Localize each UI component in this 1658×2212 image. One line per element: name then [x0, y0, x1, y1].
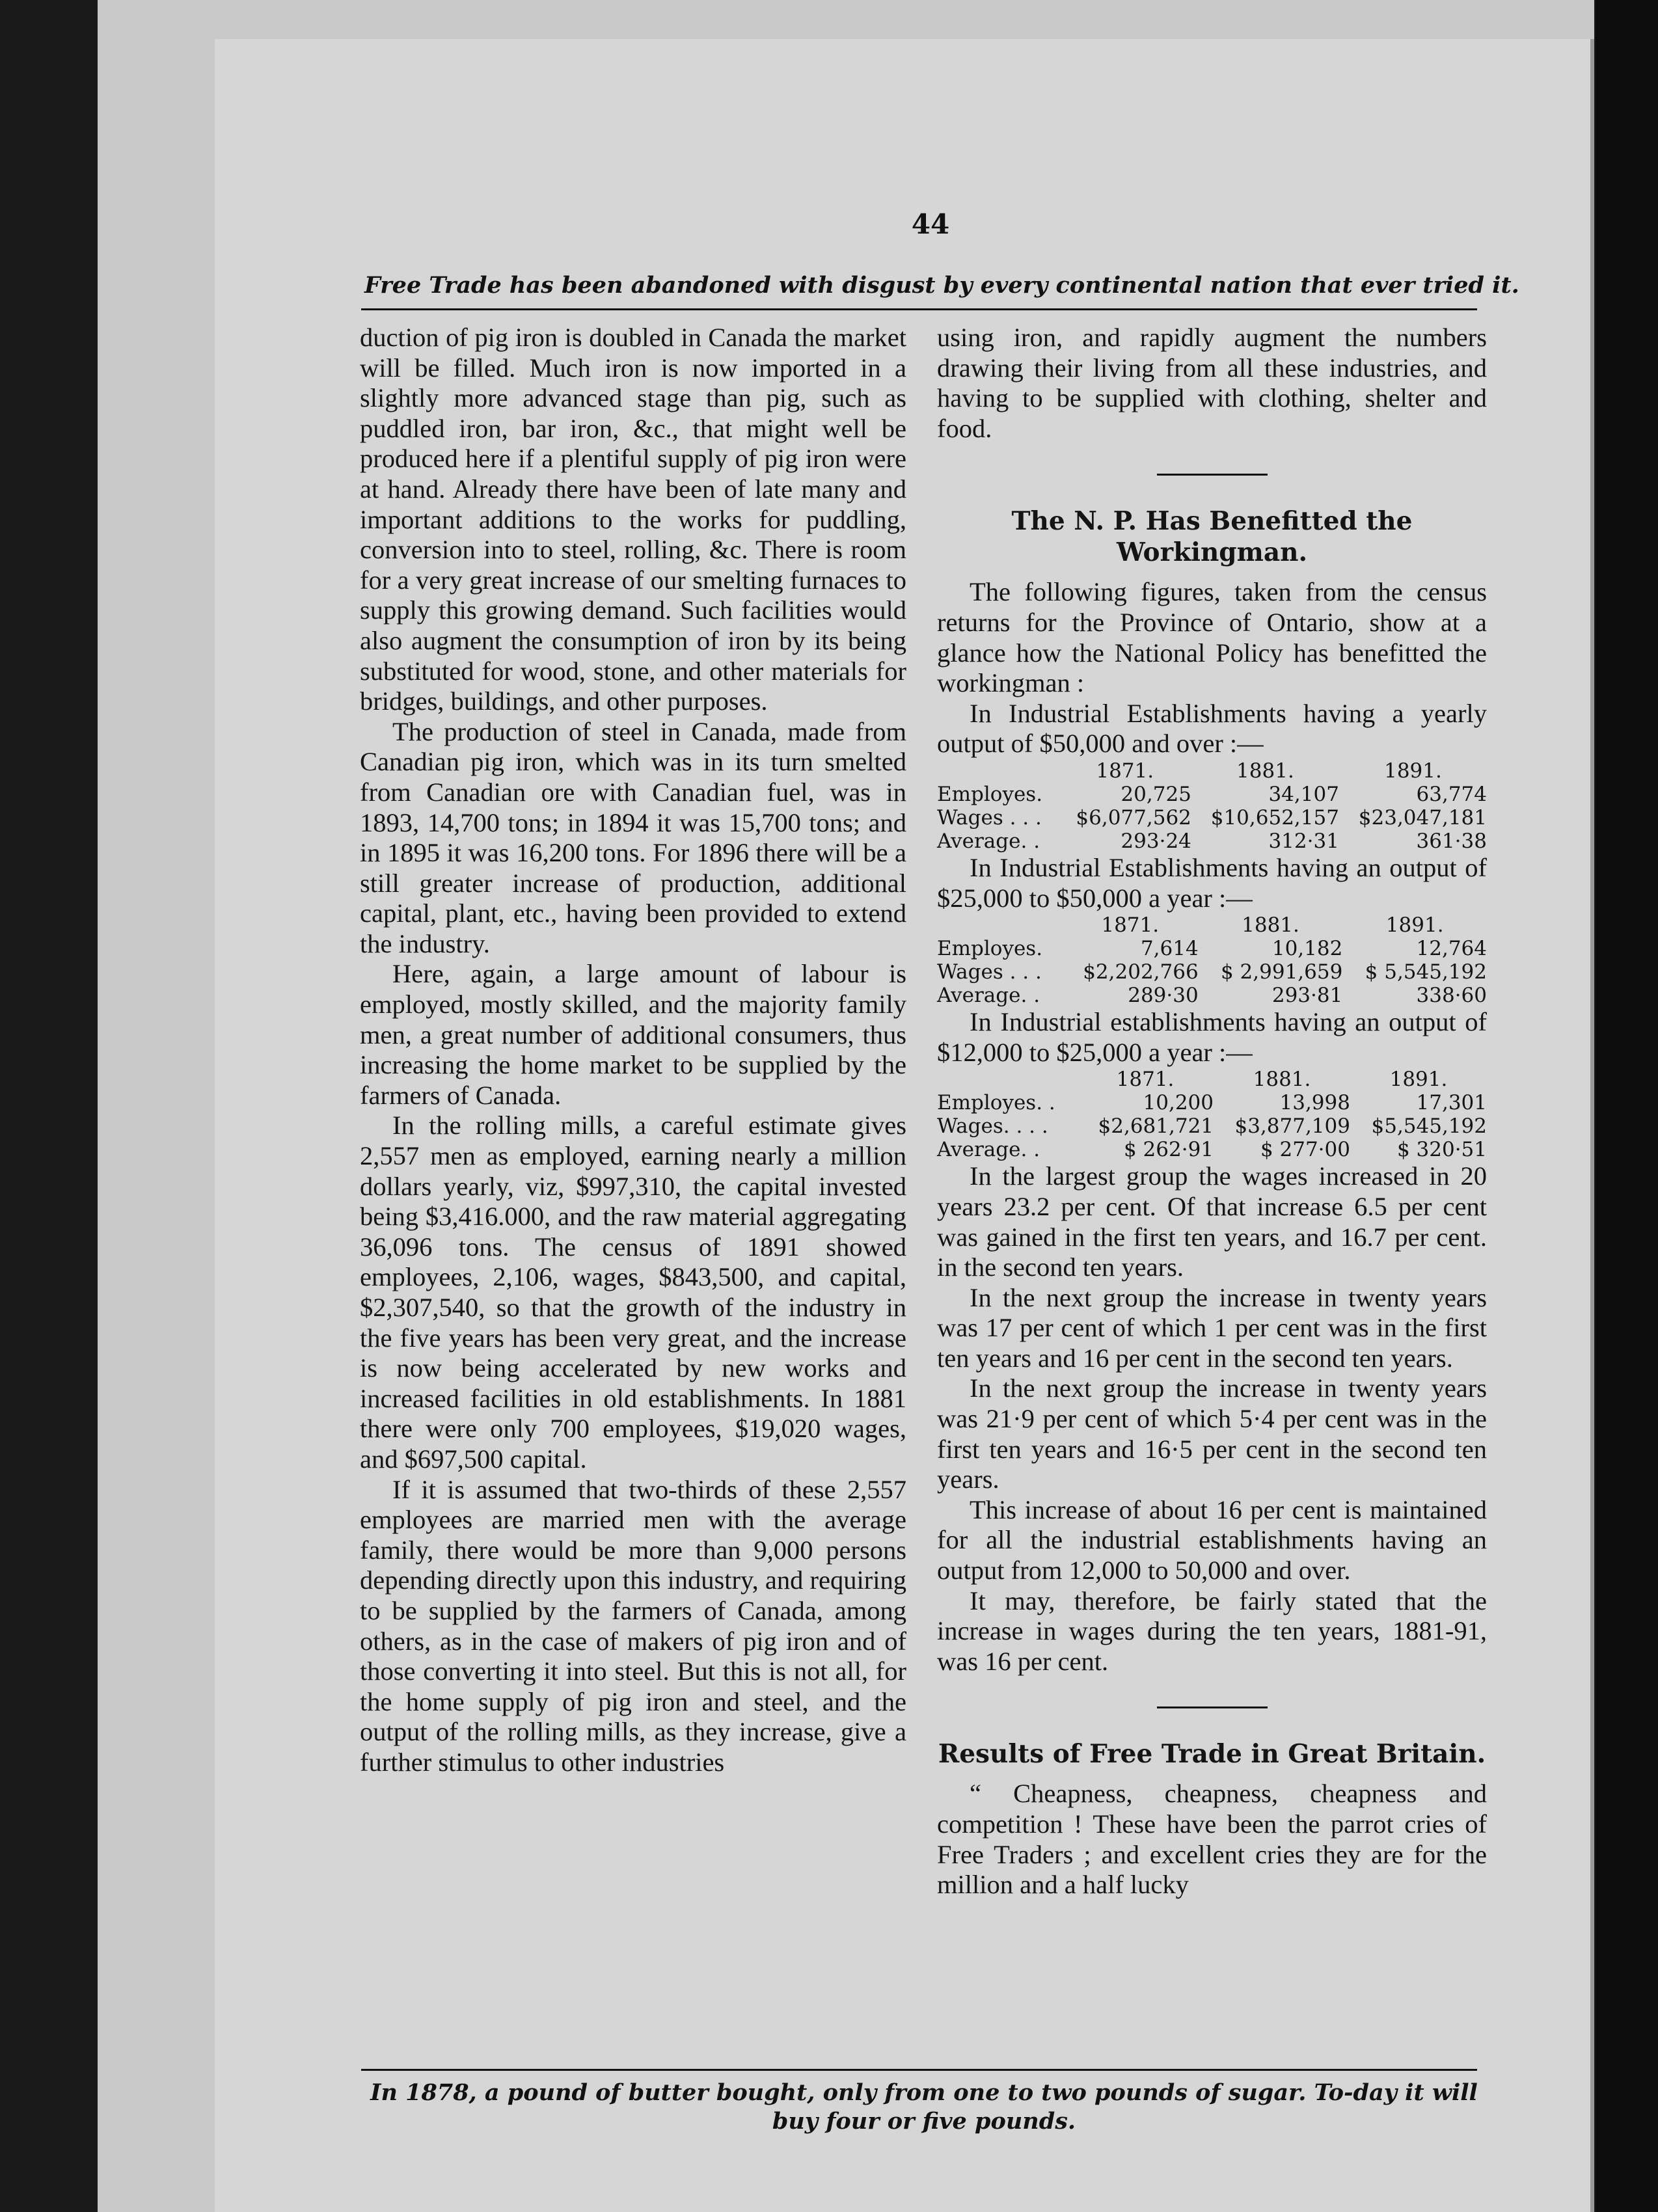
table-cell: $2,202,766 — [1083, 960, 1199, 984]
table-cell: $5,545,192 — [1371, 1114, 1487, 1139]
figure-caption: In Industrial Establishments having a yearly output of $50,000 and over :— — [937, 698, 1487, 759]
book-binding-shadow — [1596, 0, 1658, 2212]
row-label: Average. . — [937, 984, 1040, 1008]
table-row — [937, 830, 1487, 853]
table-row — [937, 1138, 1487, 1161]
table-cell: $ 320·51 — [1396, 1138, 1487, 1162]
left-paragraph: duction of pig iron is doubled in Canada the market will be filled. Much iron is now imported in a slightly more advanced stage than pig, such as puddled iron, bar iron, &c., that might well be produced here if a plentiful supply of pig iron were at hand. Already there have been of late many and important additions to the works for puddling, conversion into to steel, rolling, &c. There is room for a very great increase of our smelting furnaces to supply this growing demand. Such facilities would also augment the consumption of iron by its being substituted for wood, stone, and other materials for bridges, buildings, and other purposes. — [360, 323, 906, 716]
table-cell: 293·81 — [1271, 984, 1343, 1008]
table-row — [937, 1114, 1487, 1138]
page-number: 44 — [911, 208, 950, 240]
table-cell: 17,301 — [1416, 1091, 1487, 1115]
year-header: 1881. — [1236, 759, 1294, 783]
table-cell: $3,877,109 — [1234, 1114, 1350, 1139]
figure-caption: In Industrial Establishments having an output of $25,000 to $50,000 a year :— — [937, 852, 1487, 913]
row-label: Wages. . . . — [937, 1114, 1048, 1139]
row-label: Employes. — [937, 782, 1043, 806]
table-cell: 10,182 — [1271, 937, 1343, 961]
left-paragraph: The production of steel in Canada, made from Canadian pig iron, which was in its turn smelted from Canadian ore with Canadian fuel, was in 1893, 14,700 tons; in 1894 it was 15,700 tons; and in 1895 it was 16,200 tons. For 1896 there will be a still greater increase of production, additional capital, plant, etc., having been provided to extend the industry. — [360, 716, 906, 958]
analysis-paragraph: In the next group the increase in twenty years was 21·9 per cent of which 5·4 per cent was in the first ten years and 16·5 per cent in the second ten years. — [937, 1373, 1487, 1494]
table-cell: 7,614 — [1140, 937, 1199, 961]
year-header: 1871. — [1096, 759, 1154, 783]
table-cell: 63,774 — [1416, 782, 1487, 806]
table-row — [937, 783, 1487, 806]
analysis-paragraph: This increase of about 16 per cent is maintained for all the industrial establishments having an output from 12,000 to 50,000 and over. — [937, 1494, 1487, 1585]
table-cell: $ 2,991,659 — [1220, 960, 1343, 984]
section-heading: Results of Free Trade in Great Britain. — [938, 1739, 1486, 1770]
figure-caption: In Industrial establishments having an output of $12,000 to $25,000 a year :— — [937, 1007, 1487, 1067]
year-header: 1881. — [1242, 913, 1299, 937]
wage-figures-table — [937, 759, 1487, 853]
table-cell: 12,764 — [1416, 937, 1487, 961]
analysis-paragraph: In the largest group the wages increased in 20 years 23.2 per cent. Of that increase 6.5 per cent was gained in the first ten years, and 16.7 per cent. in the second ten years. — [937, 1161, 1487, 1282]
analysis-paragraph: In the next group the increase in twenty years was 17 per cent of which 1 per cent was in the first ten years and 16 per cent in the second ten years. — [937, 1282, 1487, 1373]
header-motto: Free Trade has been abandoned with disgust by every continental nation that ever tried it. — [364, 272, 1519, 299]
table-cell: $10,652,157 — [1210, 805, 1339, 830]
table-cell: 34,107 — [1268, 782, 1339, 806]
section-intro: The following figures, taken from the census returns for the Province of Ontario, show at a glance how the National Policy has benefitted the workingman : — [937, 577, 1487, 698]
table-row — [937, 1091, 1487, 1114]
year-header: 1871. — [1116, 1068, 1175, 1092]
table-cell: $6,077,562 — [1076, 805, 1191, 830]
row-label: Wages . . . — [937, 960, 1042, 984]
section-heading: The N. P. Has Benefitted the Workingman. — [1011, 506, 1413, 568]
left-paragraph: In the rolling mills, a careful estimate gives 2,557 men as employed, earning nearly a million dollars yearly, viz, $997,310, the capital invested being $3,416.000, and the raw material aggregating 36,096 tons. The census of 1891 showed employees, 2,106, wages, $843,500, and capital, $2,307,540, so that the growth of the industry in the five years has been very great, and the increase is now being accelerated by new works and increased facilities in old establishments. In 1881 there were only 700 employees, $19,020 wages, and $697,500 capital. — [360, 1111, 906, 1474]
row-label: Employes. — [937, 937, 1043, 961]
table-row — [937, 937, 1487, 960]
header-rule — [361, 308, 1477, 310]
wage-figures-table — [937, 913, 1487, 1007]
table-cell: 338·60 — [1416, 984, 1487, 1008]
year-header: 1891. — [1389, 1068, 1448, 1092]
left-paragraph: Here, again, a large amount of labour is employed, mostly skilled, and the majority family men, a great number of additional consumers, thus increasing the home market to be supplied by the farmers of Canada. — [360, 959, 906, 1110]
table-cell: 361·38 — [1416, 829, 1487, 853]
table-cell: 312·31 — [1268, 829, 1339, 853]
table-cell: $ 5,545,192 — [1365, 960, 1487, 984]
row-label: Employes. . — [937, 1091, 1055, 1115]
left-paragraph: If it is assumed that two-thirds of these 2,557 employees are married men with the average family, there would be more than 9,000 persons depending directly upon this industry, and requiring to be supplied by the farmers of Canada, among others, as in the case of makers of pig iron and of those converting it into steel. But this is not all, for the home supply of pig iron and steel, and the output of the rolling mills, as they increase, give a further stimulus to other industries — [360, 1474, 906, 1777]
table-cell: 293·24 — [1121, 829, 1191, 853]
table-cell: $23,047,181 — [1358, 805, 1487, 830]
wage-figures-table — [937, 1068, 1487, 1161]
table-cell: 289·30 — [1128, 984, 1199, 1008]
row-label: Wages . . . — [937, 805, 1042, 830]
section-paragraph: “ Cheapness, cheapness, cheapness and competition ! These have been the parrot cries of Free Traders ; and excellent cries they are for the million and a half lucky — [937, 1779, 1487, 1900]
year-header: 1891. — [1384, 759, 1442, 783]
table-cell: $ 277·00 — [1260, 1138, 1350, 1162]
right-column — [937, 323, 1487, 1900]
table-cell: 20,725 — [1121, 782, 1191, 806]
footer-rule — [361, 2069, 1477, 2071]
row-label: Average. . — [937, 1138, 1040, 1162]
table-cell: 10,200 — [1143, 1091, 1214, 1115]
table-row — [937, 806, 1487, 830]
table-cell: $ 262·91 — [1123, 1138, 1214, 1162]
section-divider — [1157, 1706, 1268, 1708]
continuation-paragraph: using iron, and rapidly augment the numbers drawing their living from all these industries, and having to be supplied with clothing, shelter and food. — [937, 323, 1487, 443]
left-column — [360, 323, 906, 1778]
analysis-paragraph: It may, therefore, be fairly stated that the increase in wages during the ten years, 1881-91, was 16 per cent. — [937, 1585, 1487, 1676]
row-label: Average. . — [937, 829, 1040, 853]
year-header: 1881. — [1253, 1068, 1311, 1092]
section-divider — [1157, 474, 1268, 476]
year-header: 1891. — [1385, 913, 1444, 937]
year-header: 1871. — [1101, 913, 1160, 937]
footer-motto: In 1878, a pound of butter bought, only from one to two pounds of sugar. To-day it will buy four or five pounds. — [370, 2079, 1478, 2135]
table-cell: 13,998 — [1279, 1091, 1350, 1115]
table-row — [937, 960, 1487, 984]
table-row — [937, 984, 1487, 1007]
table-cell: $2,681,721 — [1098, 1114, 1214, 1139]
